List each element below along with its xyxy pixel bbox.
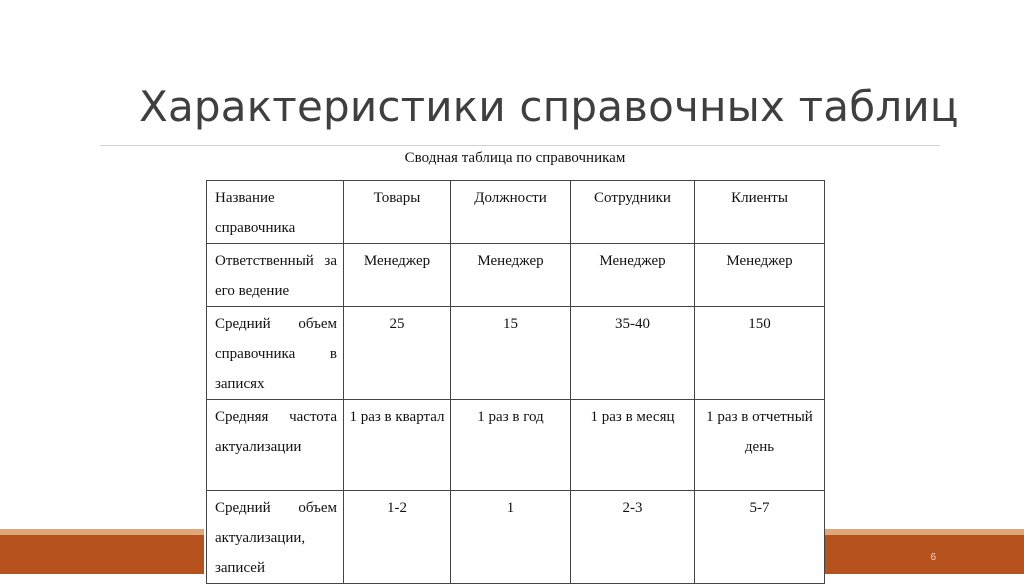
slide-title: Характеристики справочных таблиц: [139, 82, 959, 131]
table-cell: 25: [344, 307, 451, 400]
table-cell: Менеджер: [695, 244, 825, 307]
table-cell: 1 раз в год: [451, 400, 571, 491]
header-cell: Товары: [344, 181, 451, 244]
row-label-cell: Средний объем справочника в записях: [207, 307, 344, 400]
table-row: [207, 244, 825, 307]
table-cell: 2-3: [571, 491, 695, 584]
table-row: [207, 400, 825, 491]
table-cell: Менеджер: [344, 244, 451, 307]
row-label-cell: Ответственный за его ведение: [207, 244, 344, 307]
table-row: [207, 491, 825, 584]
table-cell: 35-40: [571, 307, 695, 400]
table-cell: 1 раз в квартал: [344, 400, 451, 491]
table-cell: 1 раз в отчетный день: [695, 400, 825, 491]
header-cell: Клиенты: [695, 181, 825, 244]
table-header-row: [207, 181, 825, 244]
table-cell: 1 раз в месяц: [571, 400, 695, 491]
header-cell: Должности: [451, 181, 571, 244]
table-caption: Сводная таблица по справочникам: [404, 150, 626, 166]
title-divider: [100, 145, 940, 146]
table-cell: 150: [695, 307, 825, 400]
header-cell: Сотрудники: [571, 181, 695, 244]
table-cell: Менеджер: [451, 244, 571, 307]
table-cell: 15: [451, 307, 571, 400]
table-cell: 5-7: [695, 491, 825, 584]
row-label-cell: Средняя частота актуализации: [207, 400, 344, 491]
footer-bar-left: [0, 529, 204, 574]
header-cell: Название справочника: [207, 181, 344, 244]
table-cell: 1-2: [344, 491, 451, 584]
table-cell: 1: [451, 491, 571, 584]
row-label-cell: Средний объем актуализации, записей: [207, 491, 344, 584]
table-row: [207, 307, 825, 400]
table-cell: Менеджер: [571, 244, 695, 307]
footer-bar-right: [824, 529, 1024, 574]
page-number: 6: [930, 552, 936, 563]
reference-summary-table: [206, 180, 825, 584]
